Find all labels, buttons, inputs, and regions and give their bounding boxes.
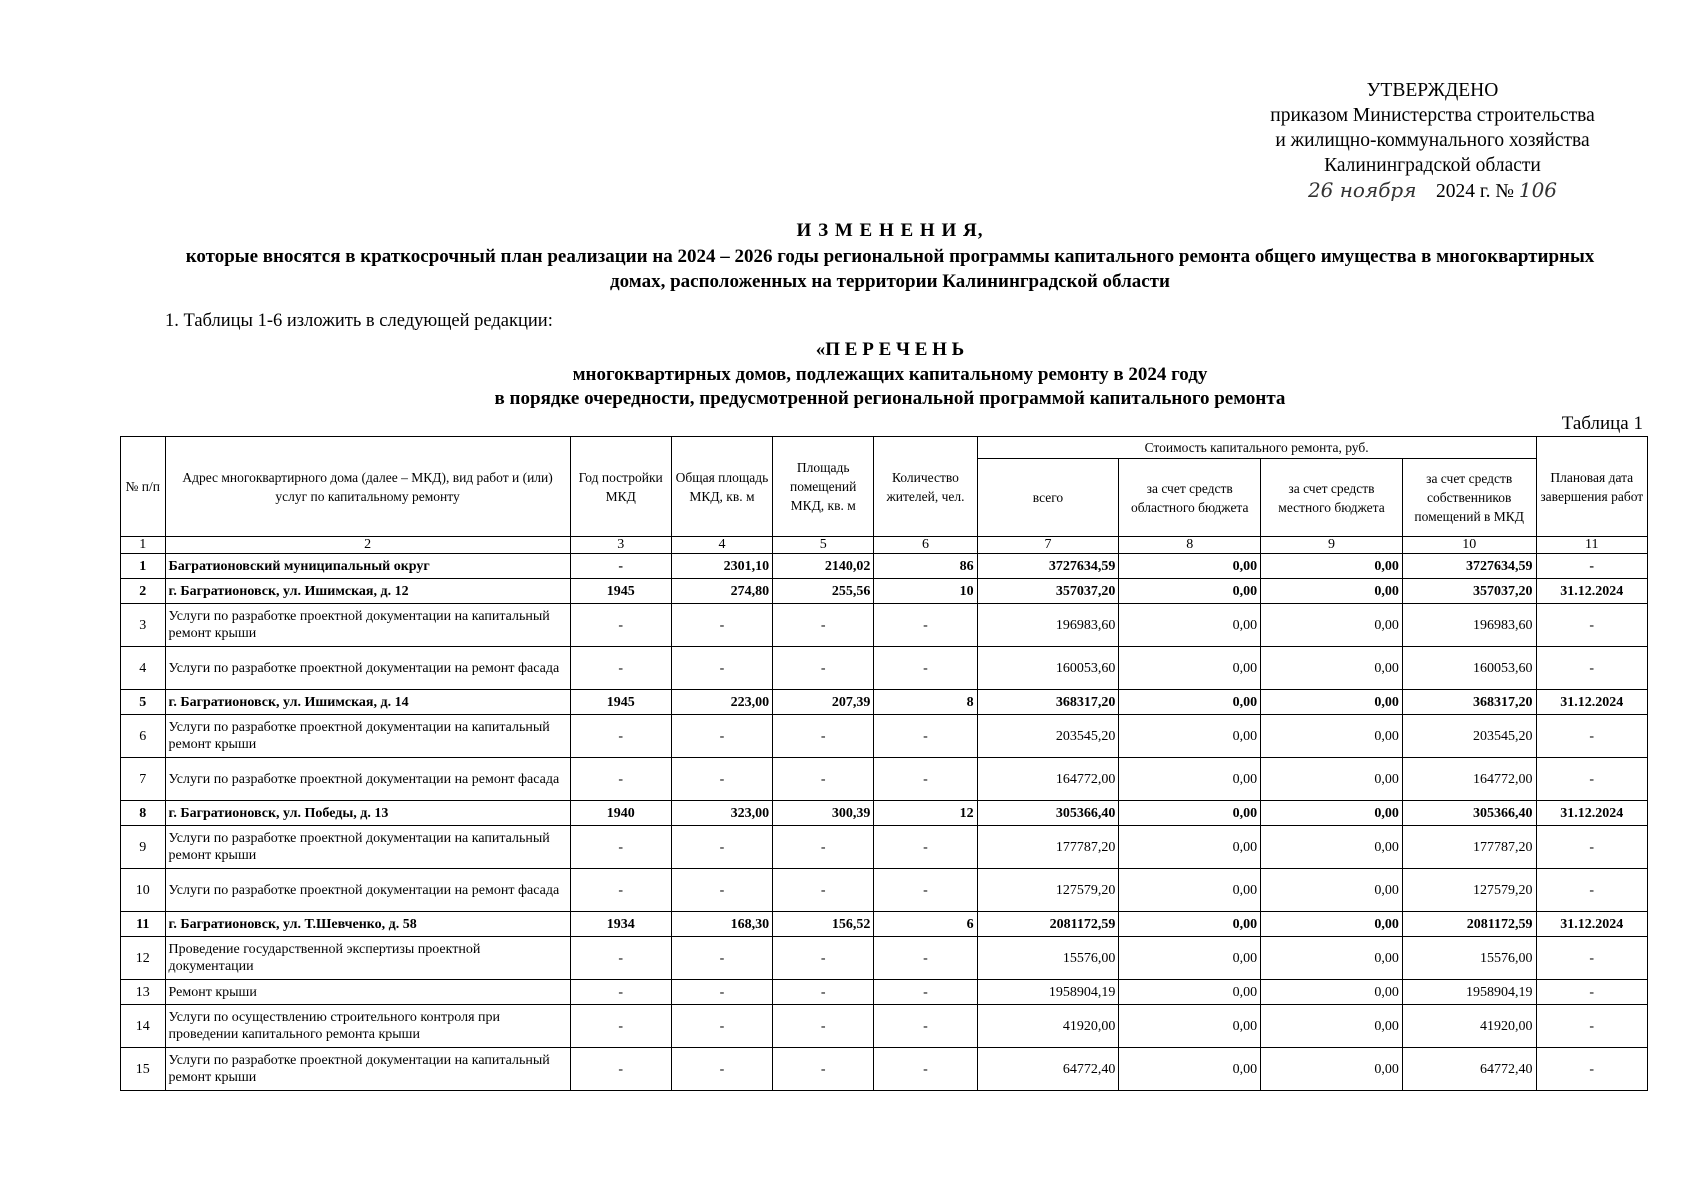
row-cost-owners: 2081172,59	[1402, 912, 1536, 937]
row-residents: 6	[874, 912, 977, 937]
row-premises-area: -	[773, 715, 874, 758]
row-address: г. Багратионовск, ул. Т.Шевченко, д. 58	[165, 912, 570, 937]
row-address: Ремонт крыши	[165, 980, 570, 1005]
row-premises-area: -	[773, 826, 874, 869]
row-deadline: 31.12.2024	[1536, 579, 1647, 604]
row-cost-owners: 368317,20	[1402, 690, 1536, 715]
row-residents: 12	[874, 801, 977, 826]
list-title: «П Е Р Е Ч Е Н Ь	[815, 339, 965, 360]
handwritten-date: 26 ноября	[1307, 178, 1417, 202]
row-cost-regional: 0,00	[1119, 869, 1261, 912]
row-cost-owners: 1958904,19	[1402, 980, 1536, 1005]
row-cost-local: 0,00	[1261, 937, 1403, 980]
row-total-area: -	[671, 647, 772, 690]
row-cost-regional: 0,00	[1119, 690, 1261, 715]
header-deadline: Плановая дата завершения работ	[1536, 437, 1647, 537]
row-cost-regional: 0,00	[1119, 980, 1261, 1005]
row-cost-regional: 0,00	[1119, 554, 1261, 579]
row-cost-owners: 127579,20	[1402, 869, 1536, 912]
row-cost-local: 0,00	[1261, 647, 1403, 690]
row-cost-regional: 0,00	[1119, 715, 1261, 758]
row-year: -	[570, 554, 671, 579]
row-cost-total: 177787,20	[977, 826, 1119, 869]
row-number: 14	[121, 1005, 166, 1048]
handwritten-number: 106	[1518, 178, 1558, 202]
approval-year-text: 2024 г. №	[1435, 181, 1514, 202]
row-cost-regional: 0,00	[1119, 1005, 1261, 1048]
row-deadline: -	[1536, 715, 1647, 758]
row-cost-regional: 0,00	[1119, 912, 1261, 937]
approval-ministry-line: и жилищно-коммунального хозяйства	[1275, 130, 1590, 151]
row-cost-owners: 203545,20	[1402, 715, 1536, 758]
row-cost-local: 0,00	[1261, 826, 1403, 869]
row-cost-local: 0,00	[1261, 912, 1403, 937]
row-deadline: -	[1536, 980, 1647, 1005]
row-number: 11	[121, 912, 166, 937]
row-total-area: 168,30	[671, 912, 772, 937]
row-residents: -	[874, 758, 977, 801]
row-total-area: 223,00	[671, 690, 772, 715]
row-cost-total: 160053,60	[977, 647, 1119, 690]
row-year: -	[570, 715, 671, 758]
row-address: Услуги по разработке проектной документации на ремонт фасада	[165, 758, 570, 801]
row-residents: -	[874, 604, 977, 647]
row-deadline: 31.12.2024	[1536, 912, 1647, 937]
column-number-cell: 1	[121, 537, 166, 554]
row-total-area: -	[671, 826, 772, 869]
row-year: -	[570, 980, 671, 1005]
row-address: Проведение государственной экспертизы проектной документации	[165, 937, 570, 980]
document-subtitle-line1: которые вносятся в краткосрочный план реализации на 2024 – 2026 годы региональной программы капитального ремонта общего имущества в многоквартирных	[185, 246, 1595, 267]
row-cost-total: 196983,60	[977, 604, 1119, 647]
document-title: И З М Е Н Е Н И Я,	[796, 220, 984, 241]
row-residents: -	[874, 1048, 977, 1091]
row-address: Услуги по разработке проектной документации на капитальный ремонт крыши	[165, 1048, 570, 1091]
row-premises-area: -	[773, 937, 874, 980]
row-cost-regional: 0,00	[1119, 937, 1261, 980]
table-row	[121, 758, 1648, 801]
row-address: Услуги по разработке проектной документации на капитальный ремонт крыши	[165, 715, 570, 758]
row-cost-total: 2081172,59	[977, 912, 1119, 937]
row-total-area: -	[671, 1048, 772, 1091]
column-number-cell: 2	[165, 537, 570, 554]
row-deadline: -	[1536, 1048, 1647, 1091]
row-cost-total: 64772,40	[977, 1048, 1119, 1091]
row-year: -	[570, 937, 671, 980]
row-premises-area: -	[773, 869, 874, 912]
row-year: -	[570, 826, 671, 869]
table-row	[121, 604, 1648, 647]
row-cost-total: 368317,20	[977, 690, 1119, 715]
row-cost-local: 0,00	[1261, 980, 1403, 1005]
row-number: 12	[121, 937, 166, 980]
row-cost-local: 0,00	[1261, 869, 1403, 912]
row-year: -	[570, 758, 671, 801]
column-number-cell: 5	[773, 537, 874, 554]
repair-list-table	[120, 436, 1648, 1091]
row-deadline: 31.12.2024	[1536, 801, 1647, 826]
row-number: 7	[121, 758, 166, 801]
row-cost-total: 1958904,19	[977, 980, 1119, 1005]
row-cost-total: 357037,20	[977, 579, 1119, 604]
row-residents: -	[874, 1005, 977, 1048]
column-number-cell: 4	[671, 537, 772, 554]
row-number: 4	[121, 647, 166, 690]
column-number-cell: 3	[570, 537, 671, 554]
column-number-cell: 7	[977, 537, 1119, 554]
row-year: 1945	[570, 690, 671, 715]
row-total-area: -	[671, 980, 772, 1005]
row-total-area: 274,80	[671, 579, 772, 604]
row-premises-area: -	[773, 1048, 874, 1091]
row-residents: -	[874, 980, 977, 1005]
row-total-area: -	[671, 937, 772, 980]
table-body	[121, 554, 1648, 1091]
row-total-area: -	[671, 758, 772, 801]
row-deadline: -	[1536, 1005, 1647, 1048]
row-cost-local: 0,00	[1261, 554, 1403, 579]
row-cost-total: 203545,20	[977, 715, 1119, 758]
row-address: Услуги по разработке проектной документации на капитальный ремонт крыши	[165, 604, 570, 647]
instruction-note: 1. Таблицы 1-6 изложить в следующей редакции:	[165, 311, 553, 331]
row-total-area: -	[671, 715, 772, 758]
row-deadline: -	[1536, 604, 1647, 647]
row-address: Услуги по разработке проектной документации на ремонт фасада	[165, 869, 570, 912]
row-year: -	[570, 647, 671, 690]
row-residents: 86	[874, 554, 977, 579]
table-row	[121, 1048, 1648, 1091]
row-number: 6	[121, 715, 166, 758]
row-cost-local: 0,00	[1261, 715, 1403, 758]
row-premises-area: -	[773, 647, 874, 690]
row-number: 9	[121, 826, 166, 869]
header-regional: за счет средств областного бюджета	[1119, 459, 1261, 537]
row-cost-regional: 0,00	[1119, 579, 1261, 604]
row-number: 8	[121, 801, 166, 826]
row-total-area: -	[671, 869, 772, 912]
header-total: всего	[977, 459, 1119, 537]
row-year: -	[570, 1048, 671, 1091]
table-row	[121, 554, 1648, 579]
row-deadline: -	[1536, 826, 1647, 869]
list-subtitle-line1: многоквартирных домов, подлежащих капитальному ремонту в 2024 году	[572, 364, 1208, 385]
row-cost-owners: 41920,00	[1402, 1005, 1536, 1048]
table-row	[121, 937, 1648, 980]
row-year: 1940	[570, 801, 671, 826]
row-cost-owners: 196983,60	[1402, 604, 1536, 647]
row-cost-owners: 15576,00	[1402, 937, 1536, 980]
header-residents: Количество жителей, чел.	[874, 437, 977, 537]
header-owners: за счет средств собственников помещений в МКД	[1402, 459, 1536, 537]
column-number-row	[121, 537, 1648, 554]
row-cost-regional: 0,00	[1119, 647, 1261, 690]
table-row	[121, 826, 1648, 869]
row-number: 15	[121, 1048, 166, 1091]
row-number: 13	[121, 980, 166, 1005]
row-deadline: -	[1536, 937, 1647, 980]
row-premises-area: 300,39	[773, 801, 874, 826]
row-number: 1	[121, 554, 166, 579]
row-premises-area: -	[773, 758, 874, 801]
row-year: 1945	[570, 579, 671, 604]
row-cost-regional: 0,00	[1119, 758, 1261, 801]
table-label: Таблица 1	[1561, 413, 1643, 434]
column-number-cell: 6	[874, 537, 977, 554]
row-cost-local: 0,00	[1261, 801, 1403, 826]
row-cost-total: 164772,00	[977, 758, 1119, 801]
row-cost-local: 0,00	[1261, 758, 1403, 801]
row-cost-regional: 0,00	[1119, 801, 1261, 826]
row-total-area: -	[671, 604, 772, 647]
row-cost-owners: 357037,20	[1402, 579, 1536, 604]
table-row	[121, 1005, 1648, 1048]
row-residents: -	[874, 647, 977, 690]
row-premises-area: -	[773, 1005, 874, 1048]
row-cost-local: 0,00	[1261, 1048, 1403, 1091]
row-number: 3	[121, 604, 166, 647]
row-address: г. Багратионовск, ул. Ишимская, д. 14	[165, 690, 570, 715]
row-cost-owners: 164772,00	[1402, 758, 1536, 801]
row-cost-local: 0,00	[1261, 1005, 1403, 1048]
row-address: г. Багратионовск, ул. Ишимская, д. 12	[165, 579, 570, 604]
row-cost-owners: 305366,40	[1402, 801, 1536, 826]
header-address: Адрес многоквартирного дома (далее – МКД), вид работ и (или) услуг по капитальному ремонту	[165, 437, 570, 537]
approval-heading: УТВЕРЖДЕНО	[1366, 80, 1499, 101]
row-premises-area: 156,52	[773, 912, 874, 937]
row-year: -	[570, 604, 671, 647]
row-cost-total: 305366,40	[977, 801, 1119, 826]
row-address: Багратионовский муниципальный округ	[165, 554, 570, 579]
header-cost-group: Стоимость капитального ремонта, руб.	[977, 437, 1536, 459]
table-row	[121, 647, 1648, 690]
row-year: -	[570, 869, 671, 912]
row-residents: -	[874, 826, 977, 869]
row-number: 2	[121, 579, 166, 604]
row-premises-area: 255,56	[773, 579, 874, 604]
column-number-cell: 10	[1402, 537, 1536, 554]
row-number: 10	[121, 869, 166, 912]
header-premises-area: Площадь помещений МКД, кв. м	[773, 437, 874, 537]
row-total-area: 2301,10	[671, 554, 772, 579]
row-residents: 8	[874, 690, 977, 715]
row-cost-total: 3727634,59	[977, 554, 1119, 579]
header-num: № п/п	[121, 437, 166, 537]
row-deadline: -	[1536, 869, 1647, 912]
document-subtitle-line2: домах, расположенных на территории Калининградской области	[610, 271, 1170, 292]
row-premises-area: -	[773, 604, 874, 647]
row-residents: -	[874, 937, 977, 980]
row-number: 5	[121, 690, 166, 715]
table-row	[121, 715, 1648, 758]
row-cost-local: 0,00	[1261, 690, 1403, 715]
row-year: -	[570, 1005, 671, 1048]
row-address: Услуги по разработке проектной документации на капитальный ремонт крыши	[165, 826, 570, 869]
column-number-cell: 8	[1119, 537, 1261, 554]
header-local: за счет средств местного бюджета	[1261, 459, 1403, 537]
row-address: Услуги по осуществлению строительного контроля при проведении капитального ремонта крыши	[165, 1005, 570, 1048]
row-cost-total: 15576,00	[977, 937, 1119, 980]
row-cost-regional: 0,00	[1119, 1048, 1261, 1091]
row-deadline: -	[1536, 647, 1647, 690]
list-subtitle-line2: в порядке очередности, предусмотренной региональной программой капитального ремонта	[494, 388, 1286, 409]
row-deadline: -	[1536, 758, 1647, 801]
row-residents: -	[874, 715, 977, 758]
table-row	[121, 980, 1648, 1005]
table-row	[121, 690, 1648, 715]
row-premises-area: 2140,02	[773, 554, 874, 579]
column-number-cell: 9	[1261, 537, 1403, 554]
approval-date-line	[1255, 178, 1610, 204]
row-cost-regional: 0,00	[1119, 826, 1261, 869]
table-row	[121, 579, 1648, 604]
row-total-area: 323,00	[671, 801, 772, 826]
row-cost-local: 0,00	[1261, 579, 1403, 604]
row-cost-owners: 3727634,59	[1402, 554, 1536, 579]
column-number-cell: 11	[1536, 537, 1647, 554]
row-cost-total: 127579,20	[977, 869, 1119, 912]
row-premises-area: 207,39	[773, 690, 874, 715]
row-address: Услуги по разработке проектной документации на ремонт фасада	[165, 647, 570, 690]
table-row	[121, 801, 1648, 826]
row-cost-regional: 0,00	[1119, 604, 1261, 647]
row-cost-local: 0,00	[1261, 604, 1403, 647]
row-deadline: 31.12.2024	[1536, 690, 1647, 715]
approval-order-line: приказом Министерства строительства	[1270, 105, 1595, 126]
approval-block	[1255, 78, 1610, 204]
row-premises-area: -	[773, 980, 874, 1005]
row-deadline: -	[1536, 554, 1647, 579]
row-cost-total: 41920,00	[977, 1005, 1119, 1048]
table-row	[121, 912, 1648, 937]
row-year: 1934	[570, 912, 671, 937]
row-address: г. Багратионовск, ул. Победы, д. 13	[165, 801, 570, 826]
approval-region-line: Калининградской области	[1324, 155, 1541, 176]
header-year: Год постройки МКД	[570, 437, 671, 537]
row-residents: 10	[874, 579, 977, 604]
row-cost-owners: 160053,60	[1402, 647, 1536, 690]
table-row	[121, 869, 1648, 912]
row-cost-owners: 177787,20	[1402, 826, 1536, 869]
row-total-area: -	[671, 1005, 772, 1048]
row-cost-owners: 64772,40	[1402, 1048, 1536, 1091]
header-total-area: Общая площадь МКД, кв. м	[671, 437, 772, 537]
row-residents: -	[874, 869, 977, 912]
